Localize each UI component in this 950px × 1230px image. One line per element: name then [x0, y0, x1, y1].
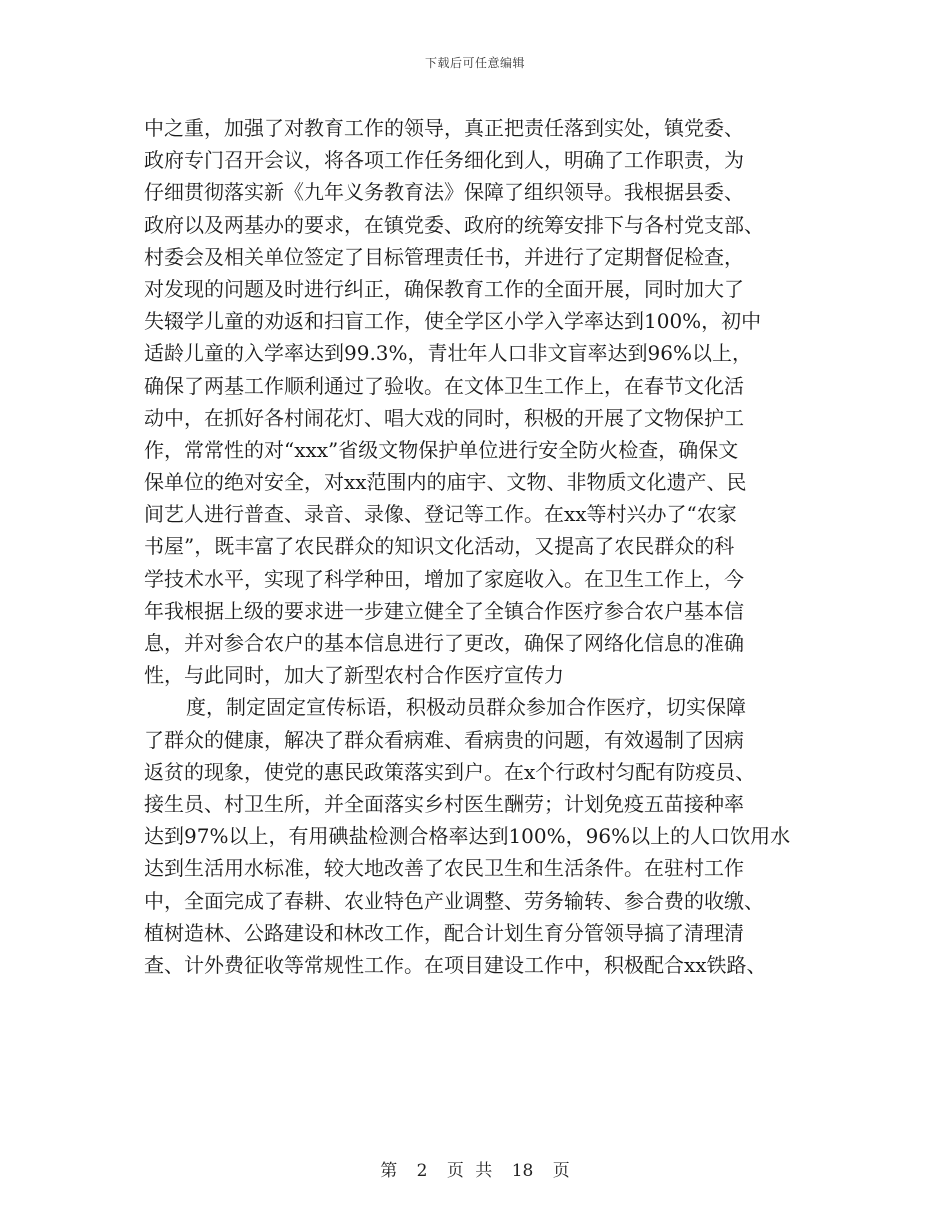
body-line: 达到生活用水标准，较大地改善了农民卫生和生活条件。在驻村工作	[144, 856, 744, 881]
body-line: 动中，在抓好各村闹花灯、唱大戏的同时，积极的开展了文物保护工	[144, 405, 744, 430]
body-line: 返贫的现象，使党的惠民政策落实到户。在x个行政村匀配有防疫员、	[144, 759, 756, 784]
footer-middle: 页 共	[446, 1161, 493, 1181]
current-page-number: 2	[416, 1161, 428, 1181]
body-line: 确保了两基工作顺利通过了验收。在文体卫生工作上，在春节文化活	[144, 373, 744, 398]
body-line: 村委会及相关单位签定了目标管理责任书，并进行了定期督促检查，	[144, 244, 744, 269]
body-line: 适龄儿童的入学率达到99.3%，青壮年人口非文盲率达到96%以上，	[144, 341, 752, 366]
body-line: 息，并对参合农户的基本信息进行了更改，确保了网络化信息的准确	[144, 631, 744, 655]
body-line: 植树造林、公路建设和林改工作，配合计划生育分管领导搞了清理清	[144, 920, 744, 945]
body-line: 查、计外费征收等常规性工作。在项目建设工作中，积极配合xx铁路、	[144, 952, 767, 977]
body-line: 仔细贯彻落实新《九年义务教育法》保障了组织领导。我根据县委、	[144, 180, 744, 205]
body-line: 政府以及两基办的要求，在镇党委、政府的统筹安排下与各村党支部、	[144, 212, 764, 237]
body-line: 间艺人进行普查、录音、录像、登记等工作。在xx等村兴办了“农家	[144, 502, 737, 527]
body-line: 书屋”，既丰富了农民群众的知识文化活动，又提高了农民群众的科	[144, 534, 735, 559]
footer-prefix: 第	[380, 1161, 398, 1181]
body-line: 年我根据上级的要求进一步建立健全了全镇合作医疗参合农户基本信	[144, 598, 744, 623]
body-line: 中，全面完成了春耕、农业特色产业调整、劳务输转、参合费的收缴、	[144, 888, 764, 913]
body-line: 中之重，加强了对教育工作的领导，真正把责任落到实处，镇党委、	[144, 116, 744, 140]
body-line: 政府专门召开会议，将各项工作任务细化到人，明确了工作职责，为	[144, 148, 744, 173]
page-footer	[0, 1156, 950, 1181]
body-line: 达到97%以上，有用碘盐检测合格率达到100%，96%以上的人口饮用水	[144, 824, 791, 849]
paragraph-start-line: 度，制定固定宣传标语，积极动员群众参加合作医疗，切实保障	[186, 695, 746, 720]
total-page-count: 18	[511, 1161, 534, 1181]
body-line: 保单位的绝对安全，对xx范围内的庙宇、文物、非物质文化遗产、民	[144, 470, 747, 495]
footer-suffix: 页	[552, 1161, 570, 1181]
body-line: 失辍学儿童的劝返和扫盲工作，使全学区小学入学率达到100%，初中	[144, 309, 762, 334]
body-line: 接生员、村卫生所，并全面落实乡村医生酬劳；计划免疫五苗接种率	[144, 791, 744, 816]
page-header: 下载后可任意编辑	[424, 56, 525, 70]
body-line: 作，常常性的对“xxx”省级文物保护单位进行安全防火检查，确保文	[144, 437, 739, 462]
body-line: 对发现的问题及时进行纠正，确保教育工作的全面开展，同时加大了	[144, 276, 744, 301]
body-line: 学技术水平，实现了科学种田，增加了家庭收入。在卫生工作上，今	[144, 566, 744, 591]
body-line: 了群众的健康，解决了群众看病难、看病贵的问题，有效遏制了因病	[144, 727, 744, 752]
body-line: 性，与此同时，加大了新型农村合作医疗宣传力	[144, 663, 564, 688]
document-body	[144, 112, 816, 981]
